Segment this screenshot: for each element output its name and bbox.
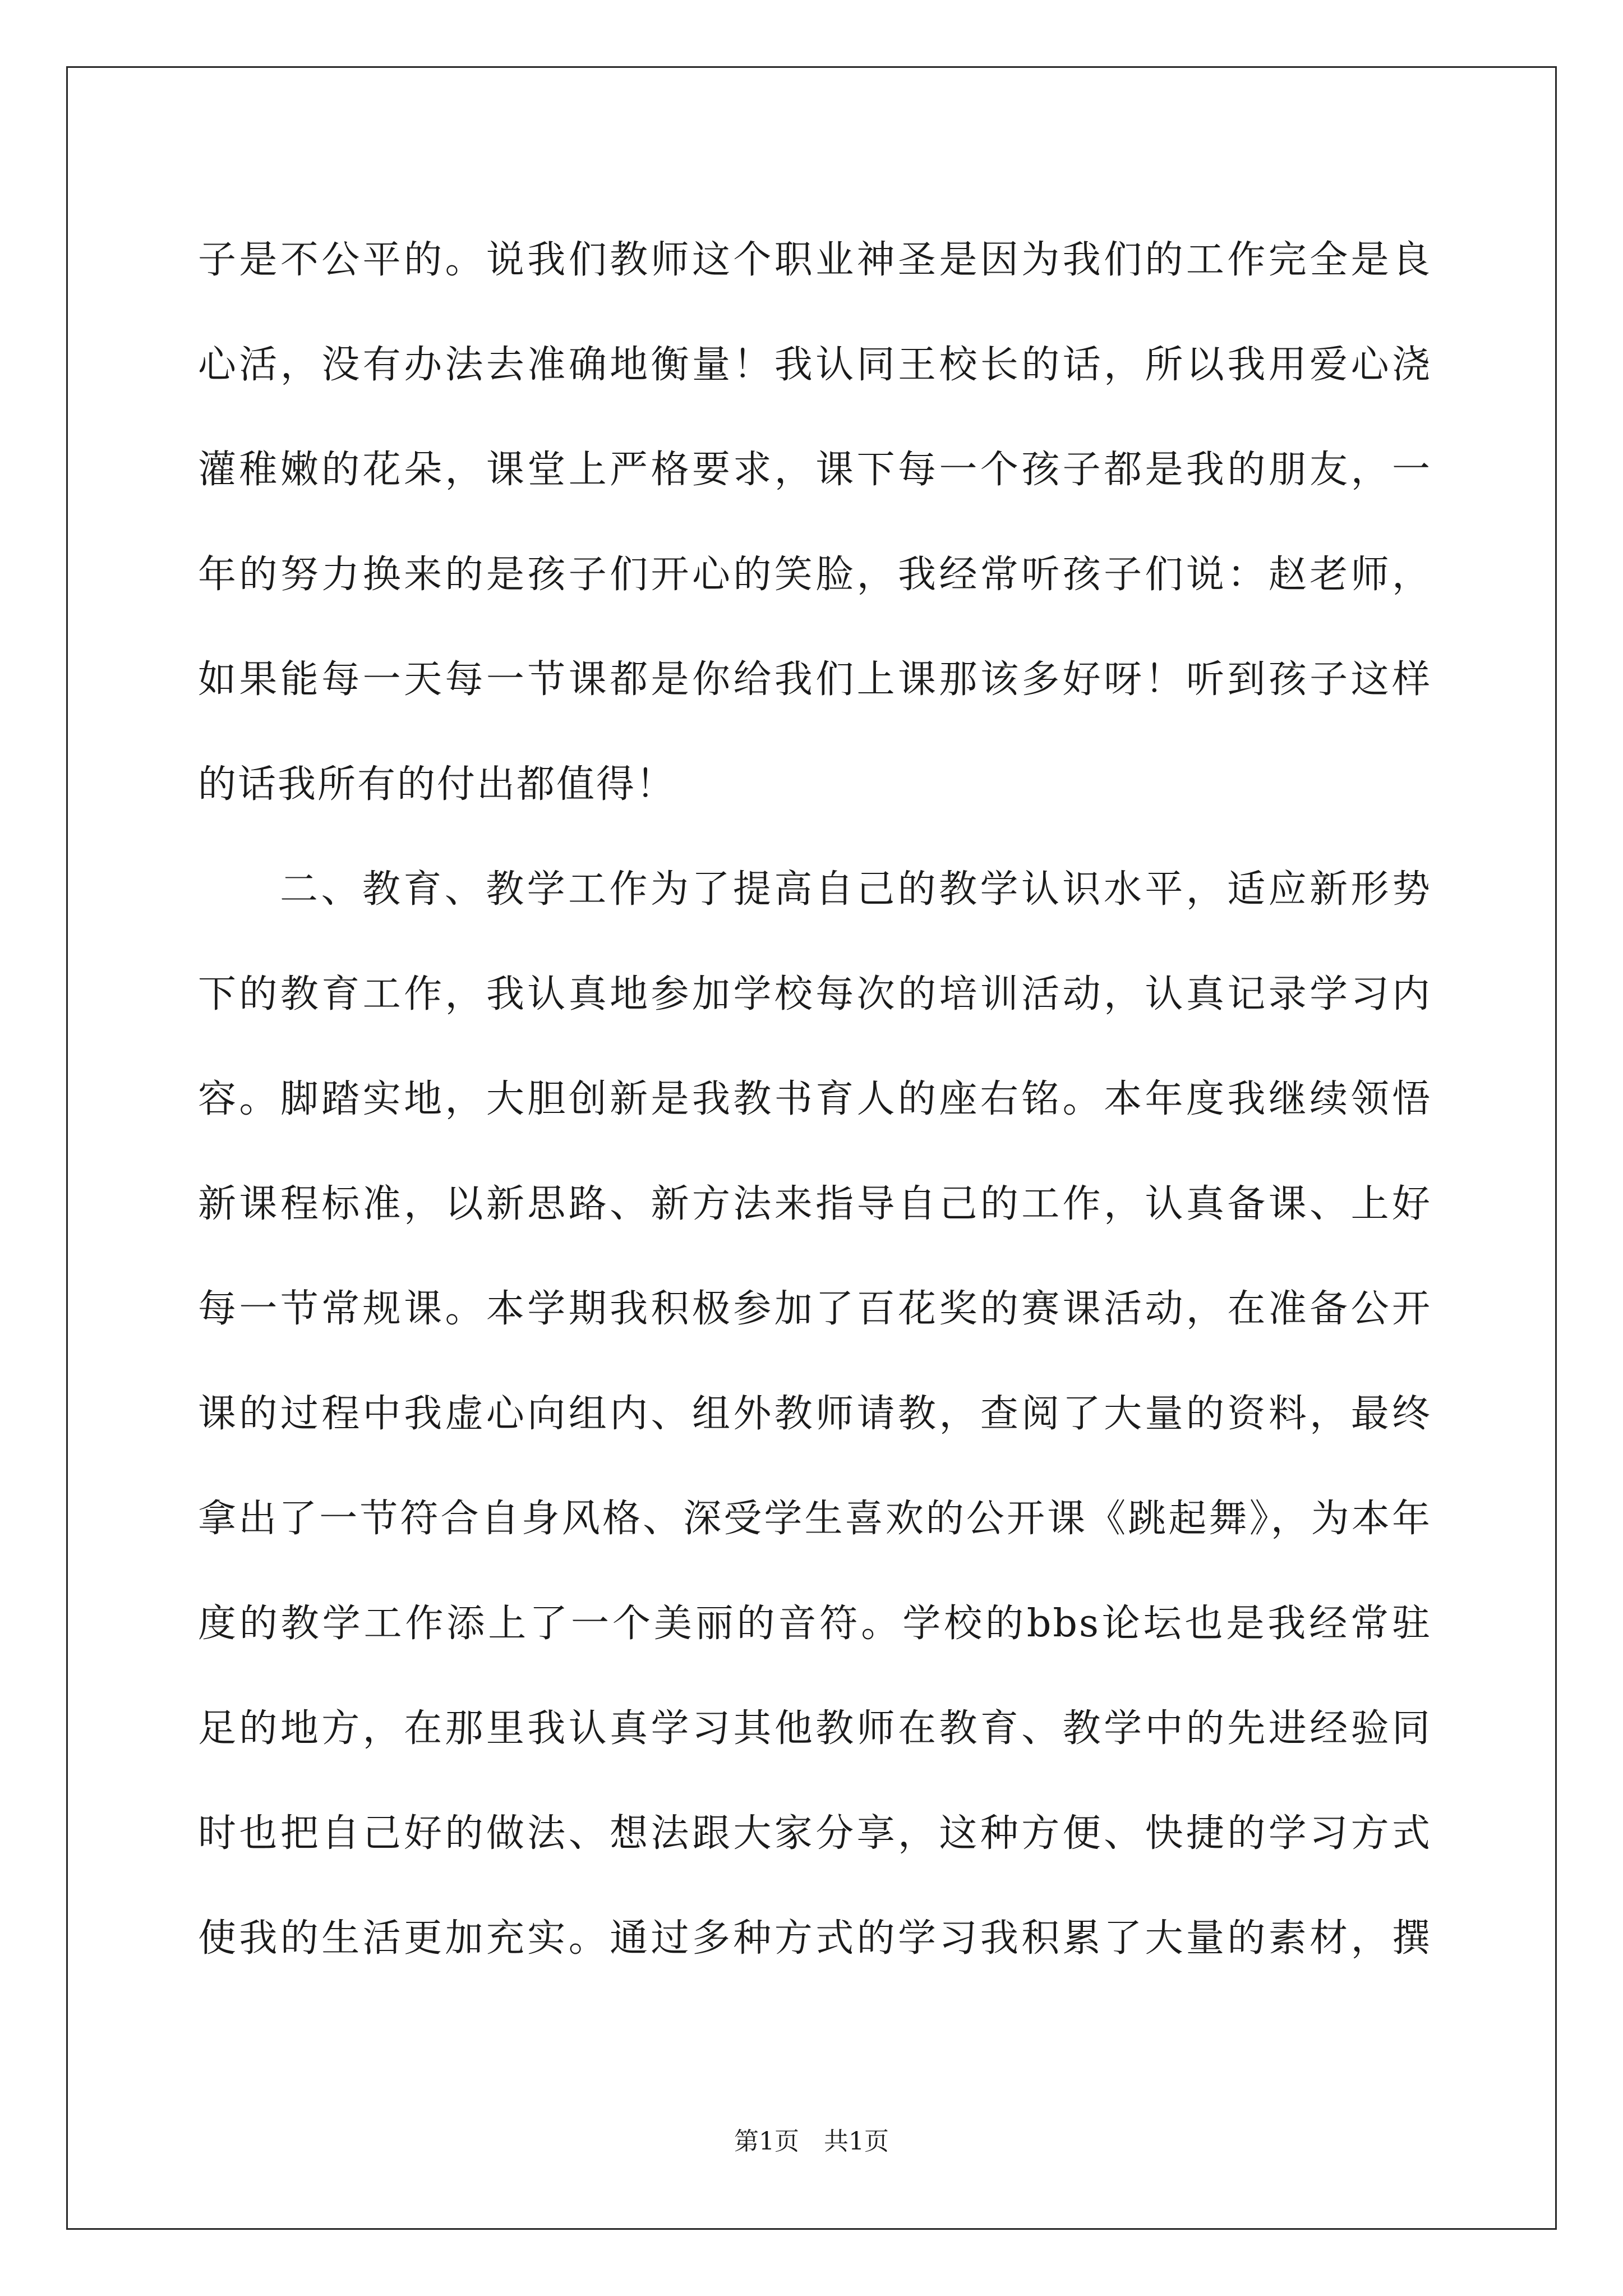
text-line: 课的过程中我虚心向组内、组外教师请教，查阅了大量的资料，最终	[198, 1392, 1432, 1436]
text-line: 足的地方，在那里我认真学习其他教师在教育、教学中的先进经验同	[198, 1706, 1432, 1751]
page-number: 第1页	[734, 2127, 799, 2156]
text-line: 灌稚嫩的花朵，课堂上严格要求，课下每一个孩子都是我的朋友，一	[198, 448, 1432, 492]
page-footer	[0, 2125, 1623, 2159]
text-line: 下的教育工作，我认真地参加学校每次的培训活动，认真记录学习内	[198, 972, 1432, 1016]
text-line: 子是不公平的。说我们教师这个职业神圣是因为我们的工作完全是良	[198, 238, 1432, 282]
page-count: 共1页	[824, 2127, 889, 2156]
text-line: 每一节常规课。本学期我积极参加了百花奖的赛课活动，在准备公开	[198, 1287, 1432, 1331]
text-line: 容。脚踏实地，大胆创新是我教书育人的座右铭。本年度我继续领悟	[198, 1077, 1432, 1121]
text-line: 如果能每一天每一节课都是你给我们上课那该多好呀！听到孩子这样	[198, 657, 1432, 702]
document-body	[198, 208, 1432, 1991]
text-line: 度的教学工作添上了一个美丽的音符。学校的bbs论坛也是我经常驻	[198, 1602, 1432, 1646]
text-line: 时也把自己好的做法、想法跟大家分享，这种方便、快捷的学习方式	[198, 1811, 1432, 1856]
text-line: 的话我所有的付出都值得！	[198, 762, 676, 807]
text-line: 新课程标准，以新思路、新方法来指导自己的工作，认真备课、上好	[198, 1182, 1432, 1226]
text-line: 拿出了一节符合自身风格、深受学生喜欢的公开课《跳起舞》，为本年	[198, 1497, 1432, 1541]
text-line: 年的努力换来的是孩子们开心的笑脸，我经常听孩子们说：赵老师，	[198, 553, 1432, 597]
paragraph-start-line: 二、教育、教学工作为了提高自己的教学认识水平，适应新形势	[280, 867, 1432, 912]
text-line: 心活，没有办法去准确地衡量！我认同王校长的话，所以我用爱心浇	[198, 343, 1432, 387]
text-line: 使我的生活更加充实。通过多种方式的学习我积累了大量的素材，撰	[198, 1916, 1432, 1961]
